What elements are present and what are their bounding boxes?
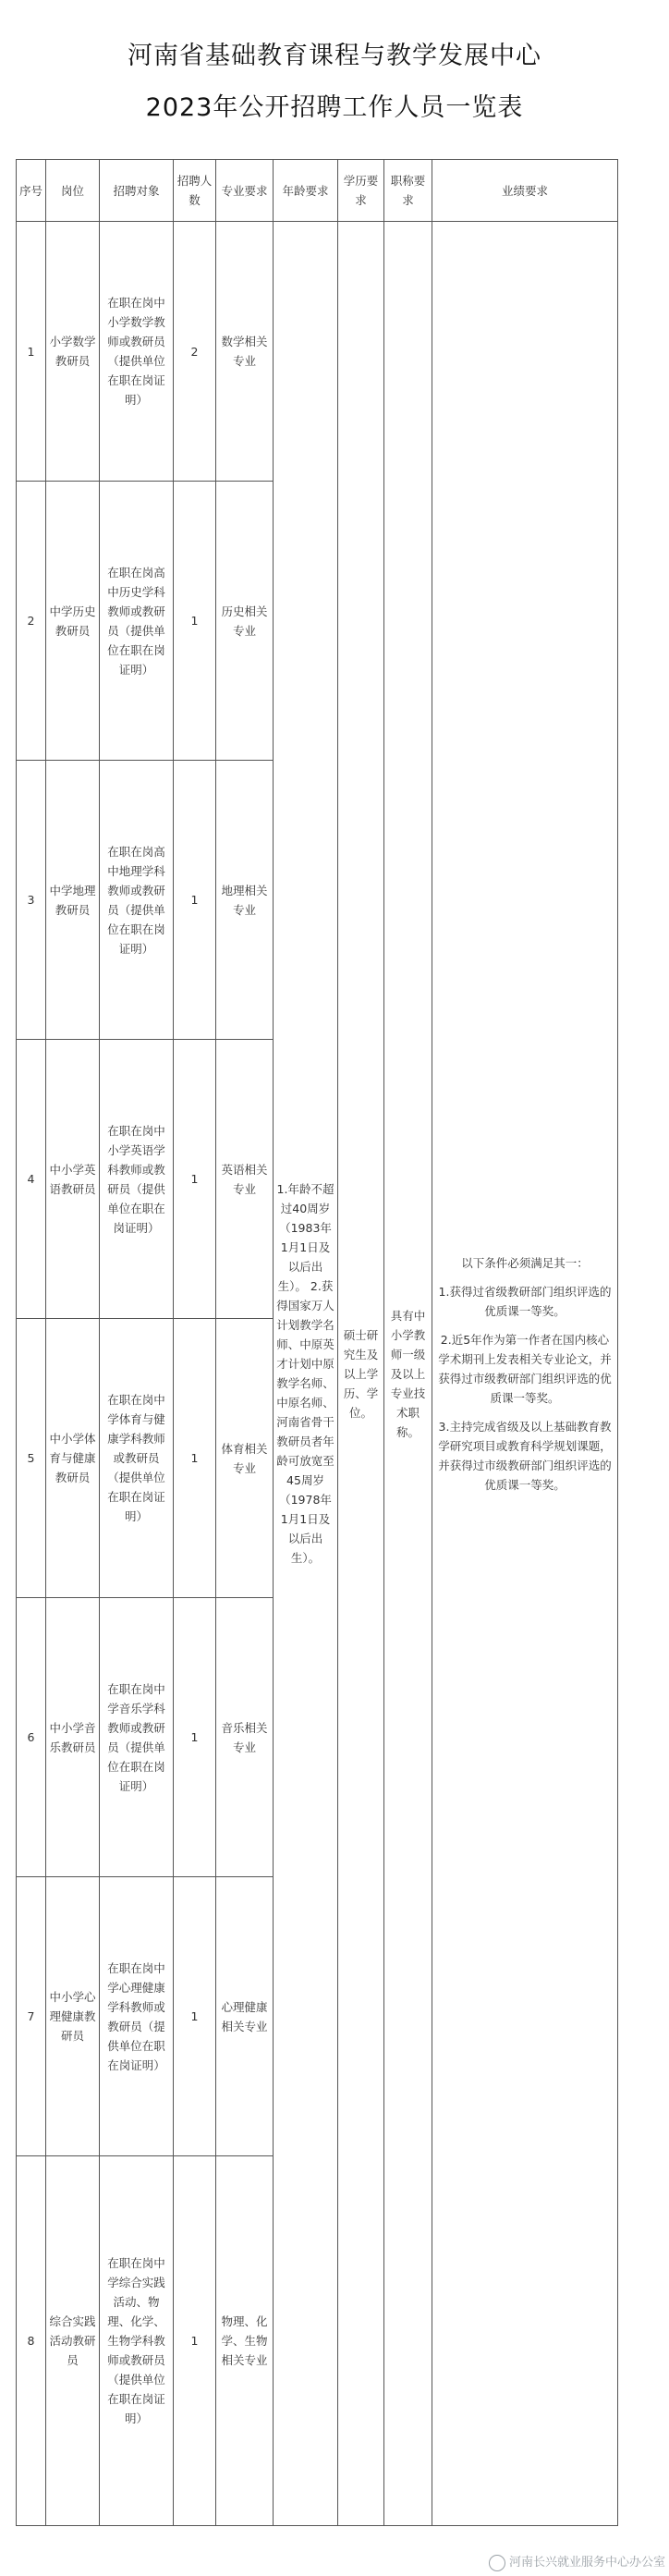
- post-name: 中学地理教研员: [46, 761, 100, 1040]
- education-requirement: 硕士研究生及以上学历、学位。: [338, 222, 384, 2526]
- major-cell: 心理健康相关专业: [216, 1877, 274, 2156]
- post-name: 中学历史教研员: [46, 482, 100, 761]
- watermark-text: 河南长兴就业服务中心办公室: [508, 2556, 665, 2570]
- perf-item: 3.主持完成省级及以上基础教育教学研究项目或教育科学规划课题，并获得过市级教研部门组织评选的优质课一等奖。: [438, 1419, 612, 1492]
- header-cell: 年龄要求: [274, 160, 338, 222]
- row-number: 1: [17, 222, 46, 482]
- target-cell: 在职在岗中学心理健康学科教师或教研员（提供单位在职在岗证明）: [100, 1877, 174, 2156]
- header-cell: 专业要求: [216, 160, 274, 222]
- header-cell: 学历要求: [338, 160, 384, 222]
- header-cell: 招聘对象: [100, 160, 174, 222]
- target-cell: 在职在岗高中历史学科教师或教研员（提供单位在职在岗证明）: [100, 482, 174, 761]
- perf-item: 2.近5年作为第一作者在国内核心学术期刊上发表相关专业论文，并获得过市级教研部门组织评选的优质课一等奖。: [438, 1332, 612, 1405]
- header-cell: 招聘人数: [174, 160, 216, 222]
- row-number: 2: [17, 482, 46, 761]
- major-cell: 体育相关专业: [216, 1319, 274, 1598]
- post-name: 综合实践活动教研员: [46, 2156, 100, 2526]
- header-cell: 岗位: [46, 160, 100, 222]
- major-cell: 历史相关专业: [216, 482, 274, 761]
- watermark: [489, 2552, 665, 2571]
- header-row: [17, 160, 618, 222]
- page-title: 河南省基础教育课程与教学发展中心: [128, 42, 541, 70]
- age-requirement: 1.年龄不超过40周岁（1983年1月1日及以后出生）。 2.获得国家万人计划教学名师、中原英才计划中原教学名师、中原名师、河南省骨干教研员者年龄可放宽至45周岁（1978年1月1日及以后出生）。: [274, 222, 338, 2526]
- target-cell: 在职在岗中小学数学教师或教研员（提供单位在职在岗证明）: [100, 222, 174, 482]
- post-name: 中小学心理健康教研员: [46, 1877, 100, 2156]
- table-row: [17, 222, 618, 482]
- count-cell: 1: [174, 1319, 216, 1598]
- count-cell: 1: [174, 1040, 216, 1319]
- header-cell: 业绩要求: [432, 160, 618, 222]
- header-cell: 职称要求: [384, 160, 432, 222]
- row-number: 5: [17, 1319, 46, 1598]
- recruitment-table: [16, 159, 618, 2526]
- target-cell: 在职在岗中学音乐学科教师或教研员（提供单位在职在岗证明）: [100, 1598, 174, 1877]
- major-cell: 数学相关专业: [216, 222, 274, 482]
- row-number: 7: [17, 1877, 46, 2156]
- count-cell: 2: [174, 222, 216, 482]
- perf-item: 1.获得过省级教研部门组织评选的优质课一等奖。: [438, 1284, 612, 1318]
- count-cell: 1: [174, 1877, 216, 2156]
- performance-requirement: [432, 222, 618, 2526]
- target-cell: 在职在岗中学综合实践活动、物理、化学、生物学科教师或教研员（提供单位在职在岗证明）: [100, 2156, 174, 2526]
- title-requirement: 具有中小学教师一级及以上专业技术职称。: [384, 222, 432, 2526]
- row-number: 8: [17, 2156, 46, 2526]
- major-cell: 地理相关专业: [216, 761, 274, 1040]
- count-cell: 1: [174, 761, 216, 1040]
- target-cell: 在职在岗中小学英语学科教师或教研员（提供单位在职在岗证明）: [100, 1040, 174, 1319]
- post-name: 小学数学教研员: [46, 222, 100, 482]
- target-cell: 在职在岗中学体育与健康学科教师或教研员（提供单位在职在岗证明）: [100, 1319, 174, 1598]
- major-cell: 物理、化学、生物相关专业: [216, 2156, 274, 2526]
- target-cell: 在职在岗高中地理学科教师或教研员（提供单位在职在岗证明）: [100, 761, 174, 1040]
- perf-intro: 以下条件必须满足其一：: [461, 1255, 589, 1270]
- count-cell: 1: [174, 482, 216, 761]
- post-name: 中小学英语教研员: [46, 1040, 100, 1319]
- major-cell: 音乐相关专业: [216, 1598, 274, 1877]
- post-name: 中小学体育与健康教研员: [46, 1319, 100, 1598]
- wechat-icon: [489, 2555, 505, 2571]
- post-name: 中小学音乐教研员: [46, 1598, 100, 1877]
- count-cell: 1: [174, 1598, 216, 1877]
- row-number: 3: [17, 761, 46, 1040]
- page-subtitle: 2023年公开招聘工作人员一览表: [145, 93, 524, 122]
- header-cell: 序号: [17, 160, 46, 222]
- row-number: 6: [17, 1598, 46, 1877]
- count-cell: 1: [174, 2156, 216, 2526]
- row-number: 4: [17, 1040, 46, 1319]
- major-cell: 英语相关专业: [216, 1040, 274, 1319]
